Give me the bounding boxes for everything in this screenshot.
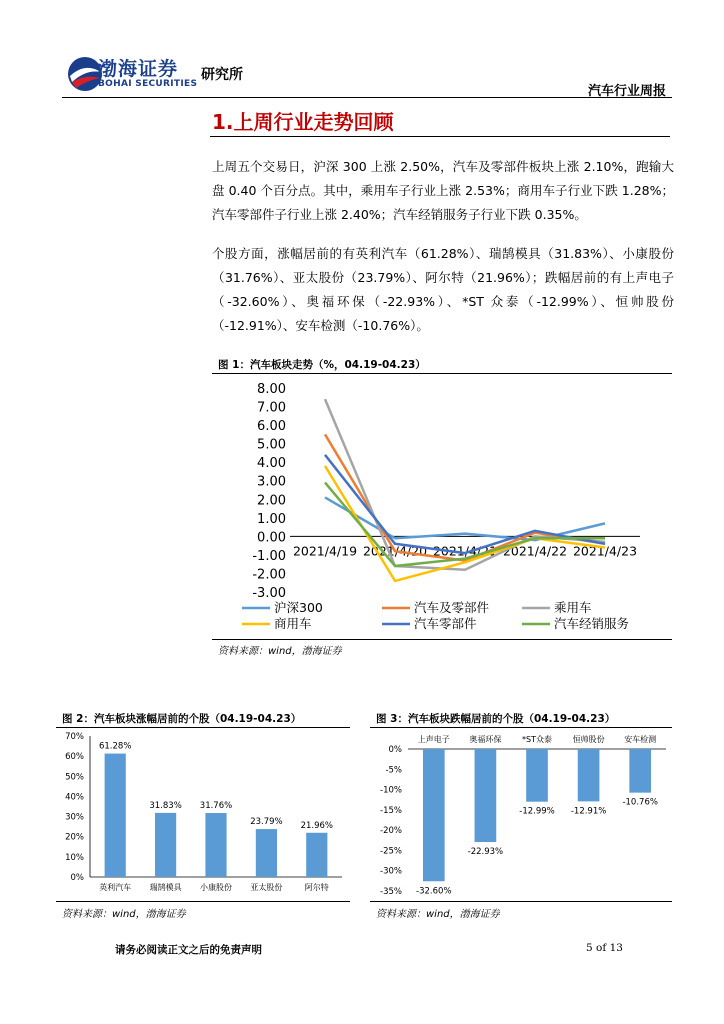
y-tick-label: 50% (65, 772, 84, 783)
y-tick-label: 10% (65, 852, 84, 863)
data-label: -22.93% (467, 847, 504, 858)
y-tick-label: 0% (388, 745, 402, 755)
x-tick-label: 恒帅股份 (572, 735, 605, 744)
bar (423, 749, 445, 881)
paragraph-text: 上周五个交易日，沪深 300 上涨 2.50%，汽车及零部件板块上涨 2.10%，跑输大盘 0.40 个百分点。其中，乘用车子行业上涨 2.53%；商用车子行业下跌 1.28%；汽车零部件子行业上涨 2.40%；汽车经销服务子行业下跌 0.35%。 (212, 159, 674, 222)
logo-chinese-name: 渤海证券 (98, 58, 179, 80)
y-tick-label: -35% (380, 887, 402, 897)
data-label: -32.60% (416, 886, 452, 897)
y-tick-label: 8.00 (257, 382, 286, 397)
data-label: 31.83% (149, 800, 182, 811)
section-title: 1.上周行业走势回顾 (212, 110, 394, 134)
logo-english-name: BOHAI SECURITIES (98, 79, 198, 89)
figure1-top-rule (212, 373, 672, 374)
figure3-top-rule (370, 727, 672, 728)
x-tick-label: 阿尔特 (304, 883, 329, 892)
footer-disclaimer: 请务必阅读正文之后的免责声明 (115, 944, 262, 956)
bar (155, 813, 176, 877)
figure2-source: 资料来源：wind，渤海证券 (62, 909, 186, 920)
data-label: -12.99% (519, 806, 555, 817)
y-tick-label: -5% (385, 765, 402, 776)
figure1-line-chart (212, 376, 672, 638)
x-tick-label: 亚太股份 (250, 883, 283, 892)
legend-label: 乘用车 (554, 600, 592, 615)
paragraph-stocks (212, 242, 674, 338)
y-tick-label: -15% (380, 805, 402, 816)
y-tick-label: 60% (65, 752, 84, 763)
data-label: 31.76% (199, 801, 233, 812)
x-tick-label: 2021/4/23 (572, 543, 638, 559)
y-tick-label: -2.00 (252, 567, 286, 583)
y-tick-label: 70% (65, 732, 84, 742)
y-tick-label: 6.00 (257, 419, 286, 435)
data-label: 23.79% (250, 817, 283, 828)
y-tick-label: -25% (380, 846, 402, 857)
x-tick-label: 2021/4/22 (502, 543, 568, 559)
bar (629, 749, 651, 793)
title-divider (210, 136, 670, 137)
x-tick-label: 2021/4/21 (432, 543, 498, 559)
y-tick-label: 7.00 (257, 400, 286, 416)
legend-label: 汽车零部件 (414, 616, 477, 631)
bar (256, 829, 277, 877)
figure2-title: 图 2：汽车板块涨幅居前的个股（04.19-04.23） (62, 713, 302, 725)
page-number: 5 of 13 (586, 942, 623, 954)
bar (205, 813, 226, 877)
y-tick-label: 5.00 (257, 437, 286, 453)
legend-label: 沪深300 (274, 600, 323, 615)
figure3-source: 资料来源：wind，渤海证券 (376, 909, 500, 920)
bar (475, 749, 497, 842)
data-label: 21.96% (300, 820, 334, 831)
x-tick-label: 英利汽车 (99, 883, 132, 892)
header-divider (62, 97, 672, 98)
data-label: 61.28% (98, 741, 132, 752)
x-tick-label: 瑞鹄模具 (149, 883, 182, 892)
figure3-title: 图 3：汽车板块跌幅居前的个股（04.19-04.23） (376, 713, 616, 725)
y-tick-label: 30% (65, 812, 84, 823)
series-line (325, 466, 605, 581)
legend-label: 汽车及零部件 (414, 600, 490, 615)
bar (105, 754, 126, 877)
y-tick-label: 4.00 (257, 456, 286, 472)
figure2-bar-chart (56, 729, 350, 900)
figure1-bottom-rule (212, 639, 672, 640)
y-tick-label: -3.00 (252, 586, 286, 601)
bar (578, 749, 600, 801)
y-tick-label: 0% (70, 873, 84, 883)
y-tick-label: 40% (65, 792, 84, 803)
y-tick-label: 0.00 (257, 530, 286, 546)
report-type: 汽车行业周报 (587, 84, 666, 99)
x-tick-label: 安车检测 (624, 735, 657, 744)
y-tick-label: -10% (380, 785, 402, 796)
x-tick-label: 奥福环保 (469, 735, 502, 744)
x-tick-label: 上声电子 (417, 735, 450, 744)
figure2-bottom-rule (56, 901, 350, 902)
y-tick-label: -30% (380, 866, 402, 877)
y-tick-label: -1.00 (252, 548, 286, 564)
paragraph-text: 个股方面，涨幅居前的有英利汽车（61.28%）、瑞鹄模具（31.83%）、小康股份（31.76%）、亚太股份（23.79%）、阿尔特（21.96%）；跌幅居前的有上声电子（-32.60%）、奥福环保（-22.93%）、*ST 众泰（-12.99%）、恒帅股份（-12.91%）、安车检测（-10.76%）。 (212, 246, 674, 333)
figure3-bottom-rule (370, 901, 672, 902)
figure1-title: 图 1：汽车板块走势（%，04.19-04.23） (218, 359, 426, 371)
legend-label: 商用车 (274, 616, 312, 631)
x-tick-label: *ST众泰 (522, 735, 552, 744)
legend-label: 汽车经销服务 (554, 616, 630, 631)
figure1-source: 资料来源：wind，渤海证券 (218, 646, 342, 657)
bar (526, 749, 548, 802)
figure2-top-rule (56, 727, 350, 728)
bar (306, 833, 327, 877)
x-tick-label: 小康股份 (200, 883, 232, 892)
paragraph-market (212, 155, 674, 227)
y-tick-label: 2.00 (257, 493, 286, 509)
y-tick-label: -20% (380, 826, 402, 837)
x-tick-label: 2021/4/19 (292, 543, 358, 559)
y-tick-label: 1.00 (257, 511, 286, 527)
data-label: -10.76% (622, 797, 658, 808)
institute-label: 研究所 (201, 67, 243, 83)
data-label: -12.91% (570, 806, 607, 817)
figure3-bar-chart (370, 729, 672, 900)
y-tick-label: 3.00 (257, 474, 286, 490)
y-tick-label: 20% (65, 832, 84, 843)
x-tick-label: 2021/4/20 (362, 543, 428, 559)
